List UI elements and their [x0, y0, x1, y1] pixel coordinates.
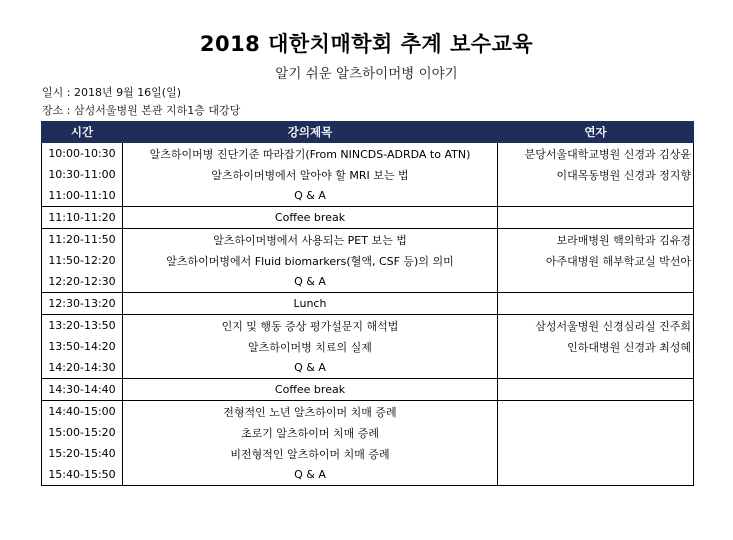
row-speaker — [498, 357, 694, 379]
row-title: 알츠하이머병에서 알아야 할 MRI 보는 법 — [123, 164, 498, 185]
table-row — [42, 401, 694, 423]
row-speaker — [498, 207, 694, 229]
row-title: 알츠하이머병 진단기준 따라잡기(From NINCDS-ADRDA to ATN) — [123, 143, 498, 165]
table-row — [42, 207, 694, 229]
table-row — [42, 357, 694, 379]
row-time: 11:50-12:20 — [42, 250, 123, 271]
table-header-row — [42, 122, 694, 143]
row-time: 15:40-15:50 — [42, 464, 123, 486]
row-title: Q & A — [123, 185, 498, 207]
row-time: 11:00-11:10 — [42, 185, 123, 207]
row-title: 인지 및 행동 증상 평가설문지 해석법 — [123, 315, 498, 337]
row-title: Q & A — [123, 357, 498, 379]
row-title: 알츠하이머병 치료의 실제 — [123, 336, 498, 357]
column-header-time: 시간 — [42, 122, 123, 143]
row-title: Lunch — [123, 293, 498, 315]
schedule-table — [41, 121, 694, 486]
event-place: 장소 : 삼성서울병원 본관 지하1층 대강당 — [42, 104, 241, 117]
row-speaker — [498, 401, 694, 423]
row-speaker: 아주대병원 해부학교실 박선아 — [498, 250, 694, 271]
row-time: 10:00-10:30 — [42, 143, 123, 165]
row-title: 비전형적인 알츠하이머 치매 증례 — [123, 443, 498, 464]
row-time: 15:00-15:20 — [42, 422, 123, 443]
page-title: 2018 대한치매학회 추계 보수교육 — [199, 32, 534, 56]
row-speaker — [498, 379, 694, 401]
row-speaker: 이대목동병원 신경과 정지향 — [498, 164, 694, 185]
row-time: 14:20-14:30 — [42, 357, 123, 379]
row-speaker: 삼성서울병원 신경심리실 진주희 — [498, 315, 694, 337]
row-time: 12:30-13:20 — [42, 293, 123, 315]
row-title: Q & A — [123, 464, 498, 486]
row-time: 14:40-15:00 — [42, 401, 123, 423]
row-speaker — [498, 293, 694, 315]
table-row — [42, 185, 694, 207]
column-header-speaker: 연자 — [498, 122, 694, 143]
row-speaker: 인하대병원 신경과 최성혜 — [498, 336, 694, 357]
row-time: 10:30-11:00 — [42, 164, 123, 185]
row-speaker — [498, 185, 694, 207]
row-speaker — [498, 443, 694, 464]
table-row — [42, 315, 694, 337]
row-time: 14:30-14:40 — [42, 379, 123, 401]
row-speaker — [498, 422, 694, 443]
row-speaker — [498, 464, 694, 486]
table-row — [42, 143, 694, 165]
row-time: 13:50-14:20 — [42, 336, 123, 357]
row-time: 11:10-11:20 — [42, 207, 123, 229]
table-row — [42, 293, 694, 315]
table-row — [42, 271, 694, 293]
table-row — [42, 250, 694, 271]
table-row — [42, 443, 694, 464]
row-title: Coffee break — [123, 379, 498, 401]
table-row — [42, 164, 694, 185]
row-time: 15:20-15:40 — [42, 443, 123, 464]
row-title: 초로기 알츠하이머 치매 증례 — [123, 422, 498, 443]
row-time: 11:20-11:50 — [42, 229, 123, 251]
column-header-title: 강의제목 — [123, 122, 498, 143]
row-title: 알츠하이머병에서 Fluid biomarkers(혈액, CSF 등)의 의미 — [123, 250, 498, 271]
row-title: Q & A — [123, 271, 498, 293]
row-speaker — [498, 271, 694, 293]
table-row — [42, 336, 694, 357]
row-speaker: 분당서울대학교병원 신경과 김상윤 — [498, 143, 694, 165]
table-row — [42, 464, 694, 486]
row-title: 전형적인 노년 알츠하이머 치매 증례 — [123, 401, 498, 423]
row-title: Coffee break — [123, 207, 498, 229]
event-date: 일시 : 2018년 9월 16일(일) — [42, 86, 182, 99]
row-speaker: 보라매병원 핵의학과 김유경 — [498, 229, 694, 251]
page-subtitle: 알기 쉬운 알츠하이머병 이야기 — [275, 66, 458, 82]
table-row — [42, 229, 694, 251]
table-row — [42, 422, 694, 443]
row-time: 13:20-13:50 — [42, 315, 123, 337]
row-time: 12:20-12:30 — [42, 271, 123, 293]
row-title: 알츠하이머병에서 사용되는 PET 보는 법 — [123, 229, 498, 251]
table-row — [42, 379, 694, 401]
